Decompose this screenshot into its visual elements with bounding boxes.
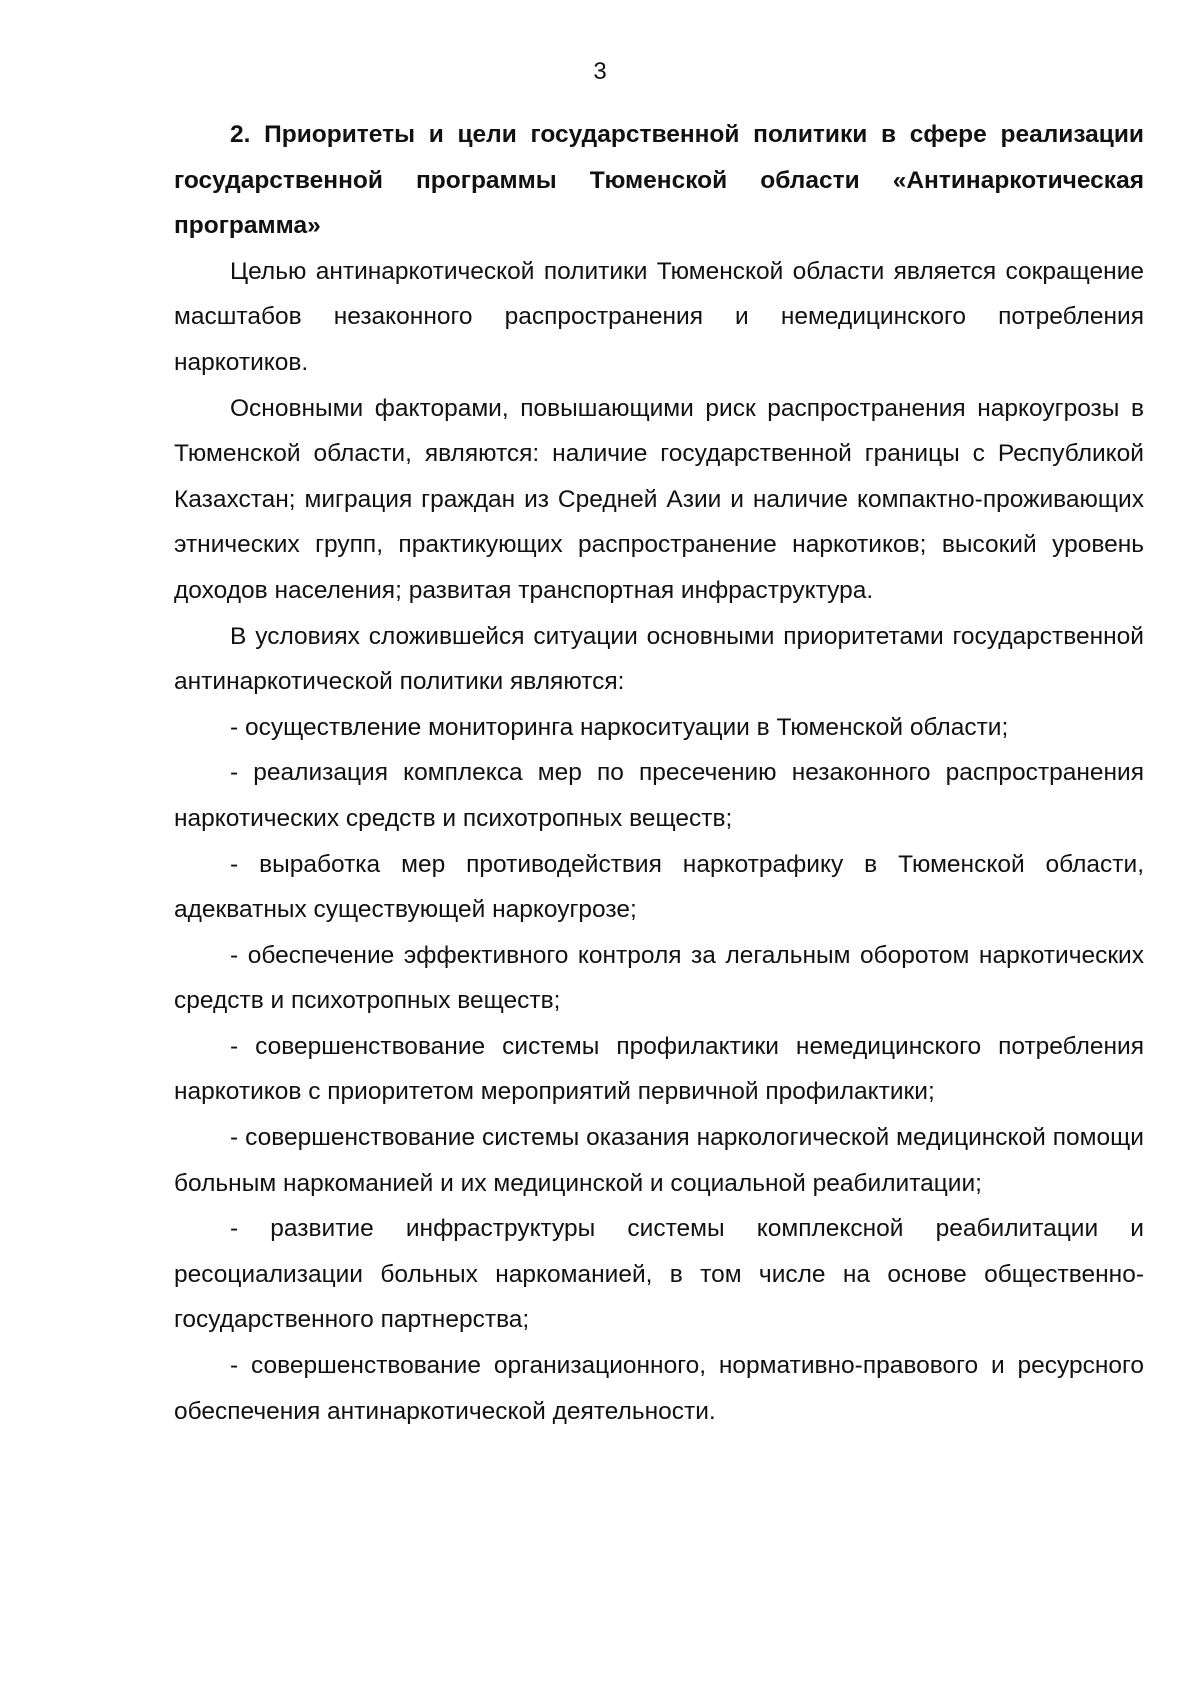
list-item-rehabilitation: - развитие инфраструктуры системы комплексной реабилитации и ресоциализации больных наркоманией, в том числе на основе общественно-государственного партнерства;: [174, 1215, 1144, 1334]
document-body: [174, 112, 1144, 1434]
page-number: 3: [593, 58, 607, 85]
list-item-countermeasures: - выработка мер противодействия наркотрафику в Тюменской области, адекватных существующей наркоугрозе;: [174, 850, 1144, 924]
paragraph-risk-factors: Основными факторами, повышающими риск распространения наркоугрозы в Тюменской области, являются: наличие государственной границы с Республикой Казахстан; миграция граждан из Средней Азии и наличие компактно-проживающих этнических групп, практикующих распространение наркотиков; высокий уровень доходов населения; развитая транспортная инфраструктура.: [174, 394, 1144, 604]
list-item-legal-control: - обеспечение эффективного контроля за легальным оборотом наркотических средств и психотропных веществ;: [174, 941, 1144, 1015]
list-item-suppression: - реализация комплекса мер по пресечению незаконного распространения наркотических средств и психотропных веществ;: [174, 759, 1144, 832]
paragraph-goal: Целью антинаркотической политики Тюменской области является сокращение масштабов незаконного распространения и немедицинского потребления наркотиков.: [174, 257, 1144, 376]
section-heading: 2. Приоритеты и цели государственной политики в сфере реализации государственной программы Тюменской области «Антинаркотическая программа»: [174, 121, 1144, 240]
paragraph-priorities-intro: В условиях сложившейся ситуации основными приоритетами государственной антинаркотической политики являются:: [174, 622, 1144, 696]
list-item-prevention: - совершенствование системы профилактики немедицинского потребления наркотиков с приоритетом мероприятий первичной профилактики;: [174, 1032, 1144, 1106]
list-item-monitoring: - осуществление мониторинга наркоситуации в Тюменской области;: [230, 713, 1009, 741]
list-item-organizational-support: - совершенствование организационного, нормативно-правового и ресурсного обеспечения антинаркотической деятельности.: [174, 1352, 1144, 1425]
list-item-medical-help: - совершенствование системы оказания наркологической медицинской помощи больным наркоманией и их медицинской и социальной реабилитации;: [174, 1124, 1144, 1197]
